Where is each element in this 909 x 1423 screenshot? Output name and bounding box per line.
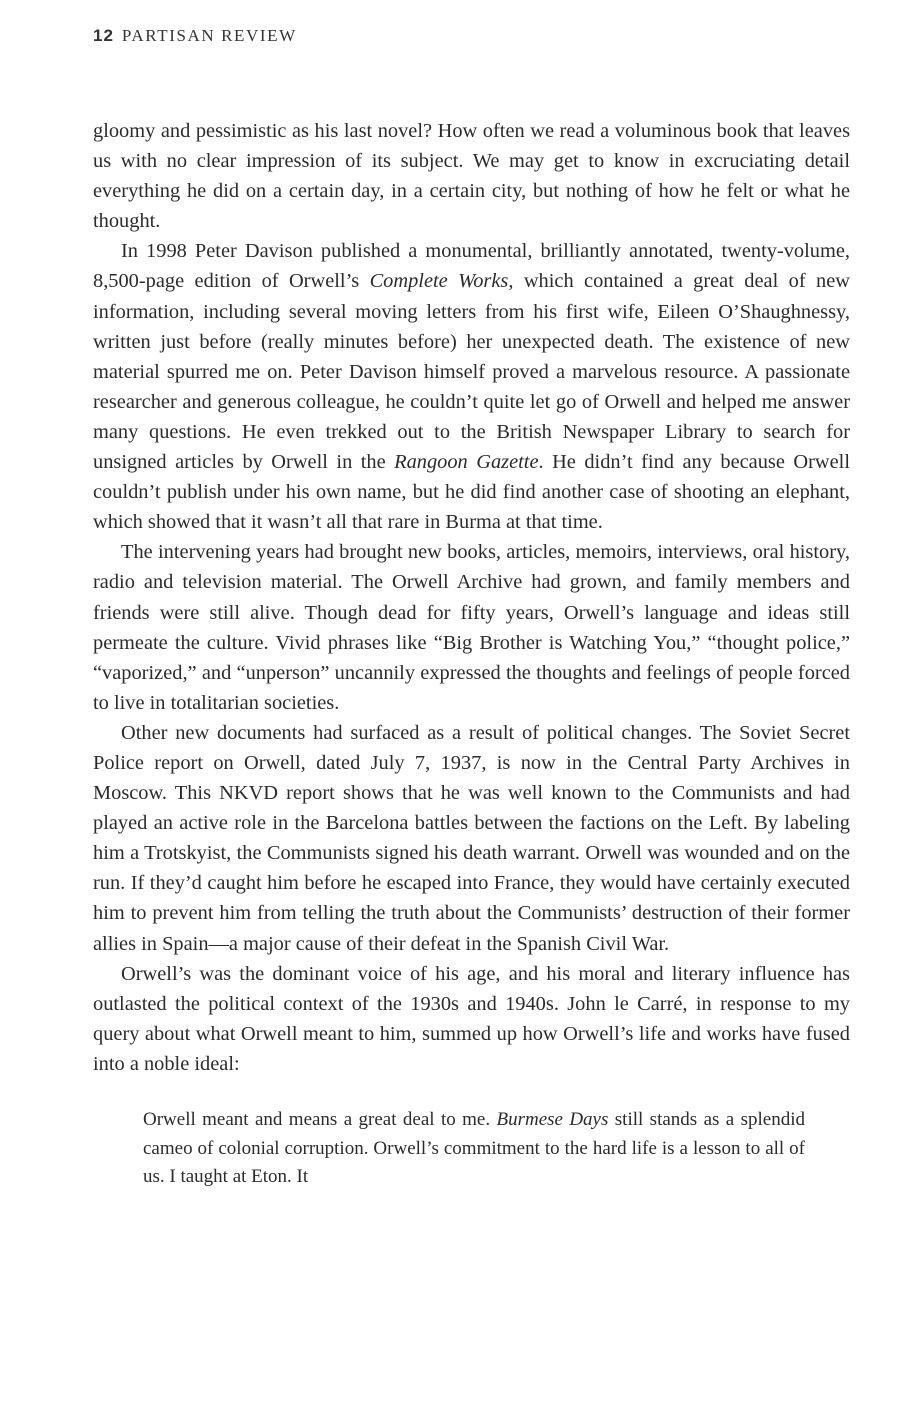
paragraph	[93, 116, 850, 236]
italic-title: Complete Works	[369, 270, 509, 293]
paragraph	[93, 718, 850, 959]
page	[93, 22, 850, 1192]
body-text	[93, 116, 850, 1079]
text-run: In 1998 Peter Davison published a monumental, brilliantly annotated, twenty-volume, 8,500-page edition of Orwell’s	[93, 240, 850, 293]
block-quote	[143, 1106, 805, 1192]
paragraph	[93, 236, 850, 537]
text-run: still stands as a splendid cameo of colonial corruption. Orwell’s commitment to the hard life is a lesson to all of us. I taught at Eton. It	[143, 1109, 805, 1187]
text-run: , which contained a great deal of new information, including several moving letters from his first wife, Eileen O’Shaughnessy, written just before (really minutes before) her unexpected death. The existence of new material spurred me on. Peter Davison himself proved a marvelous resource. A passionate researcher and generous colleague, he couldn’t quite let go of Orwell and helped me answer many questions. He even trekked out to the British Newspaper Library to search for unsigned articles by Orwell in the	[93, 270, 850, 474]
text-run: Other new documents had surfaced as a result of political changes. The Soviet Secret Police report on Orwell, dated July 7, 1937, is now in the Central Party Archives in Moscow. This NKVD report shows that he was well known to the Communists and had played an active role in the Barcelona battles between the factions on the Left. By labeling him a Trotskyist, the Communists signed his death warrant. Orwell was wounded and on the run. If they’d caught him before he escaped into France, they would have certainly executed him to prevent him from telling the truth about the Communists’ destruction of their former allies in Spain—a major cause of their defeat in the Spanish Civil War.	[93, 721, 850, 955]
italic-title: Burmese Days	[496, 1109, 609, 1130]
text-run: Orwell meant and means a great deal to me.	[143, 1109, 497, 1130]
paragraph	[93, 959, 850, 1079]
running-header	[93, 22, 850, 50]
text-run: The intervening years had brought new books, articles, memoirs, interviews, oral history, radio and television material. The Orwell Archive had grown, and family members and friends were still alive. Though dead for fifty years, Orwell’s language and ideas still permeate the culture. Vivid phrases like “Big Brother is Watching You,” “thought police,” “vaporized,” and “unperson” uncannily expressed the thoughts and feelings of people forced to live in totalitarian societies.	[93, 541, 850, 714]
page-number: 12	[93, 26, 114, 45]
block-quote-text	[143, 1106, 805, 1192]
journal-title: PARTISAN REVIEW	[121, 26, 297, 45]
paragraph	[93, 537, 850, 718]
italic-title: Rangoon Gazette	[394, 451, 539, 474]
text-run: . He didn’t find any because Orwell couldn’t publish under his own name, but he did find another case of shooting an elephant, which showed that it wasn’t all that rare in Burma at that time.	[93, 451, 850, 534]
text-run: gloomy and pessimistic as his last novel? How often we read a voluminous book that leaves us with no clear impression of its subject. We may get to know in excruciating detail everything he did on a certain day, in a certain city, but nothing of how he felt or what he thought.	[93, 120, 850, 233]
text-run: Orwell’s was the dominant voice of his age, and his moral and literary influence has outlasted the political context of the 1930s and 1940s. John le Carré, in response to my query about what Orwell meant to him, summed up how Orwell’s life and works have fused into a noble ideal:	[93, 962, 850, 1075]
